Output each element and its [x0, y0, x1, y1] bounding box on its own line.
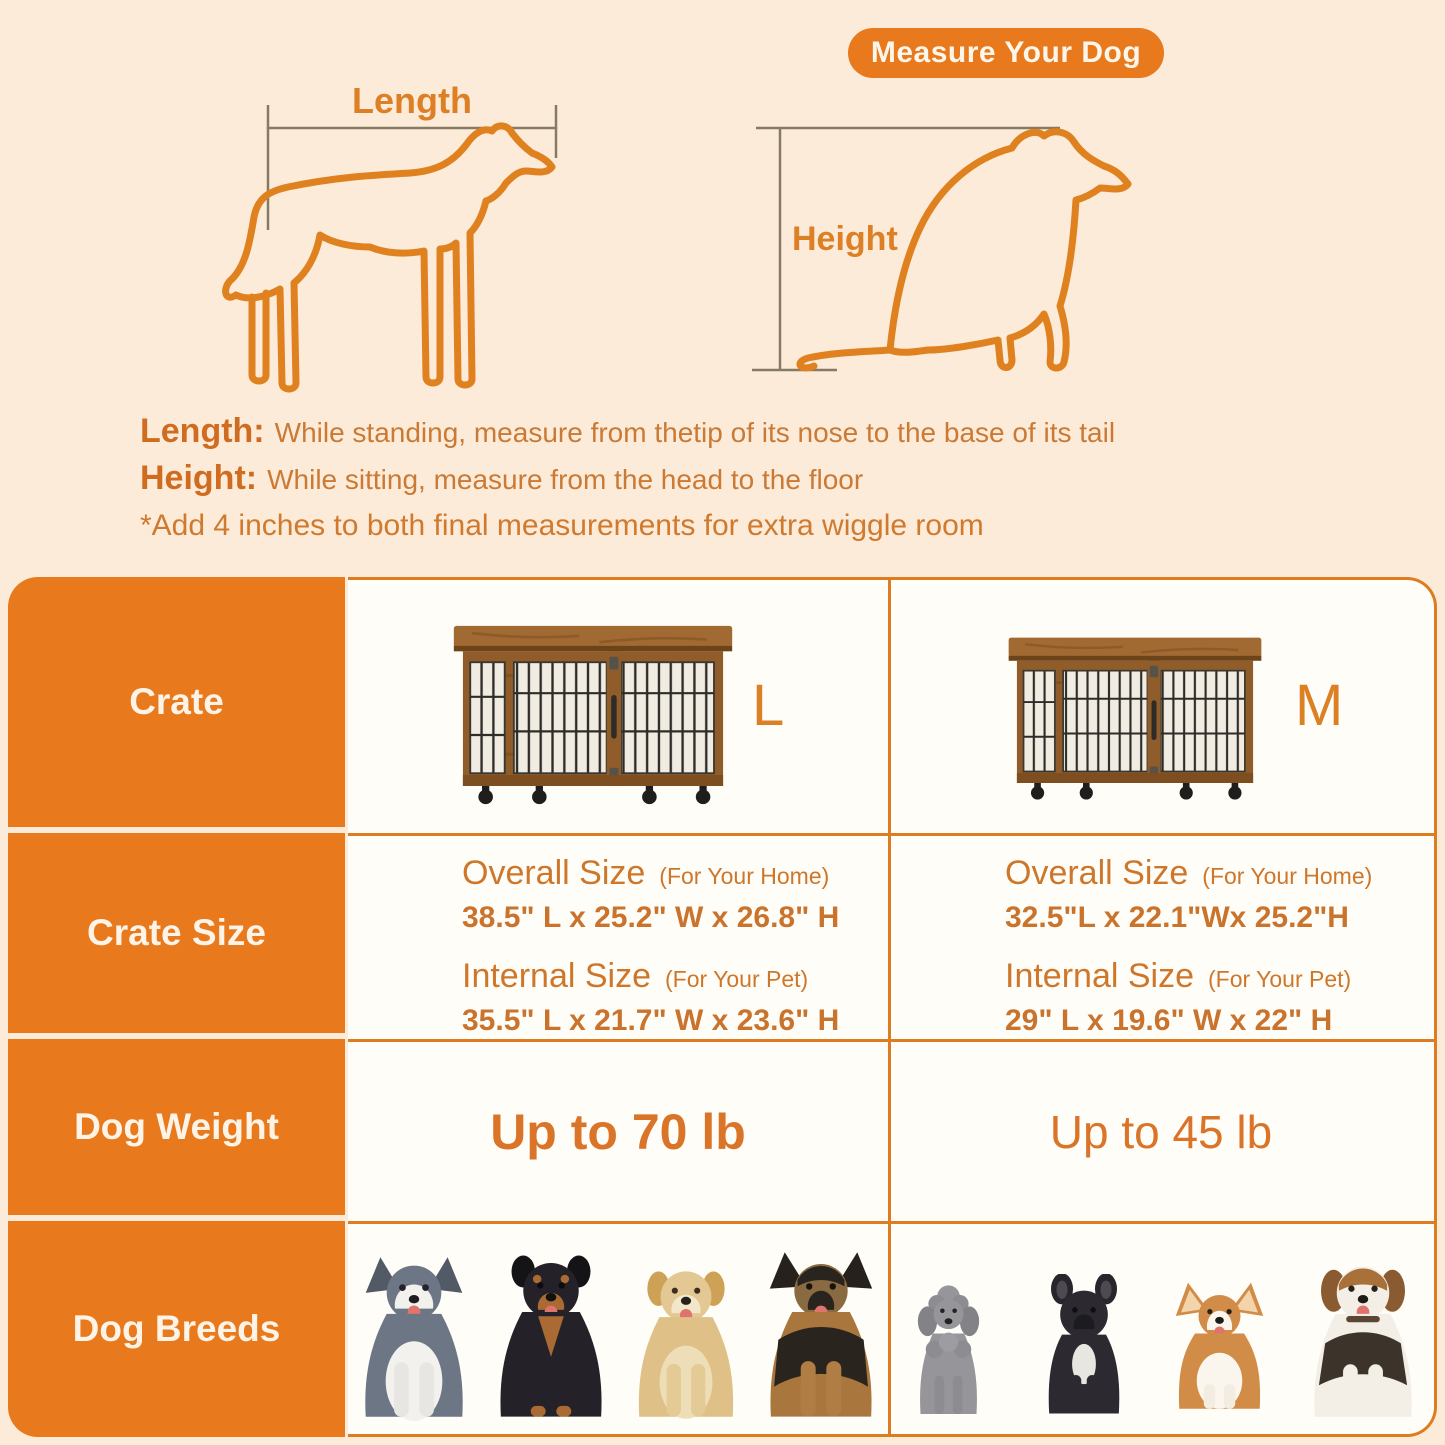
internal-size-label: Internal Size: [1005, 957, 1194, 995]
dog-photo-golden-retriever: [625, 1258, 747, 1421]
size-letter-medium: M: [1295, 673, 1344, 738]
crate-cell-large: [348, 580, 888, 833]
dog-weight-value-medium: Up to 45 lb: [1049, 1105, 1273, 1158]
internal-size-note: (For Your Pet): [1208, 966, 1352, 992]
crate-size-cell-medium: [891, 836, 1431, 1039]
wiggle-room-note: *Add 4 inches to both final measurements for extra wiggle room: [140, 509, 984, 542]
dog-crate-photo-medium: [1007, 616, 1263, 803]
dog-weight-cell-medium: [891, 1042, 1431, 1221]
overall-size-label: Overall Size: [1005, 854, 1189, 892]
internal-size-title: [462, 957, 888, 996]
measure-your-dog-badge: Measure Your Dog: [848, 28, 1164, 78]
comparison-table-panel: [348, 577, 1437, 1437]
dog-weight-cell-large: [348, 1042, 888, 1221]
dog-photo-poodle: [896, 1281, 1001, 1421]
dog-photo-french-bulldog: [1029, 1274, 1139, 1421]
overall-size-note: (For Your Home): [1202, 863, 1373, 889]
row-label-crate: Crate: [8, 577, 345, 827]
overall-size-title: [462, 854, 888, 893]
dog-photo-rottweiler: [487, 1250, 615, 1421]
internal-size-value: 35.5" L x 21.7" W x 23.6" H: [462, 1004, 840, 1037]
length-instruction-line: [140, 412, 1115, 451]
row-label-dog-weight: Dog Weight: [8, 1039, 345, 1215]
overall-size-value: 32.5"L x 22.1"Wx 25.2"H: [1005, 901, 1349, 934]
length-diagram-label: Length: [352, 80, 472, 121]
length-description: While standing, measure from thetip of its nose to the base of its tail: [274, 417, 1116, 448]
overall-size-note: (For Your Home): [659, 863, 830, 889]
standing-dog-outline-illustration: [222, 95, 572, 400]
sitting-dog-outline-illustration: [742, 112, 1187, 384]
internal-size-label: Internal Size: [462, 957, 651, 995]
internal-size-title: [1005, 957, 1431, 996]
row-label-dog-breeds: Dog Breeds: [8, 1221, 345, 1437]
overall-size-value: 38.5" L x 25.2" W x 26.8" H: [462, 901, 840, 934]
crate-size-cell-large: [348, 836, 888, 1039]
crate-cell-medium: [891, 580, 1431, 833]
overall-size-label: Overall Size: [462, 854, 646, 892]
size-letter-large: L: [752, 673, 785, 738]
dog-crate-photo-large: [452, 602, 734, 808]
row-label-crate-size: Crate Size: [8, 833, 345, 1033]
overall-size-title: [1005, 854, 1431, 893]
height-diagram-label: Height: [792, 220, 898, 258]
length-term: Length:: [140, 412, 265, 450]
dog-photo-corgi: [1167, 1281, 1272, 1421]
internal-size-note: (For Your Pet): [665, 966, 809, 992]
height-instruction-line: [140, 459, 863, 498]
dog-breeds-cell-medium: [891, 1224, 1431, 1435]
internal-size-value: 29" L x 19.6" W x 22" H: [1005, 1004, 1333, 1037]
height-description: While sitting, measure from the head to the floor: [267, 464, 864, 495]
dog-photo-german-shepherd: [757, 1250, 885, 1421]
dog-breeds-cell-large: [348, 1224, 888, 1435]
dog-photo-husky: [351, 1253, 477, 1421]
height-term: Height:: [140, 459, 258, 497]
dog-weight-value-large: Up to 70 lb: [490, 1103, 746, 1160]
dog-photo-beagle: [1300, 1253, 1426, 1421]
